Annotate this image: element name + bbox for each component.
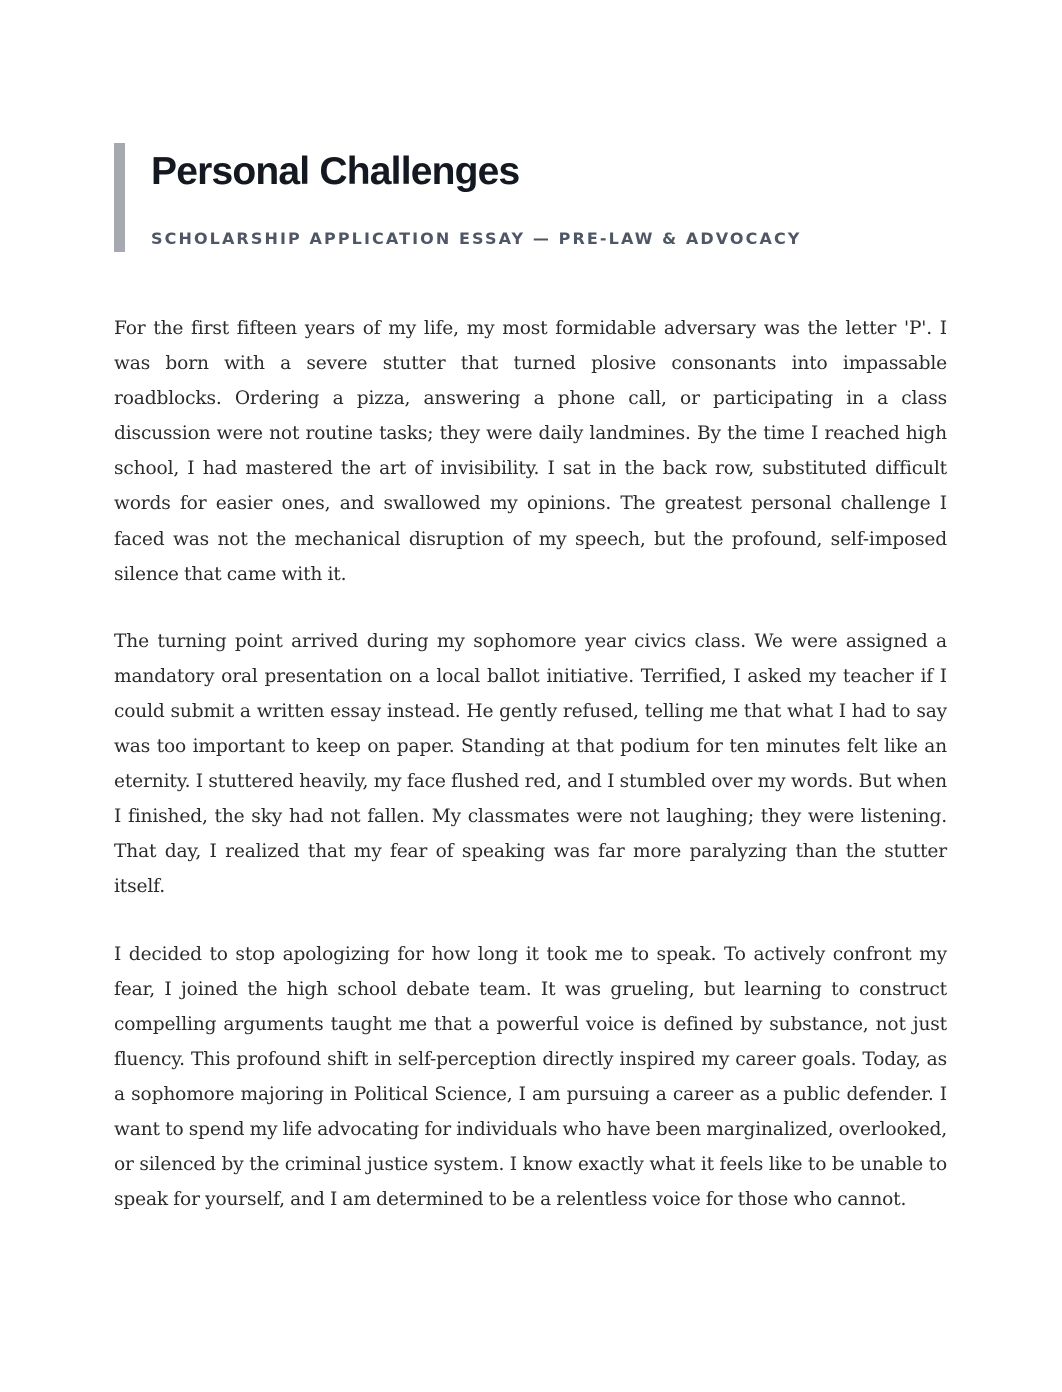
essay-paragraph-2: The turning point arrived during my sophomore year civics class. We were assigned a mandatory oral presentation on a local ballot initiative. Terrified, I asked my teacher if I could submit a written essay instead. He gently refused, telling me that what I had to say was too important to keep on paper. Standing at that podium for ten minutes felt like an eternity. I stuttered heavily, my face flushed red, and I stumbled over my words. But when I finished, the sky had not fallen. My classmates were not laughing; they were listening. That day, I realized that my fear of speaking was far more paralyzing than the stutter itself. <box>114 630 947 898</box>
essay-paragraph-3: I decided to stop apologizing for how long it took me to speak. To actively confront my fear, I joined the high school debate team. It was grueling, but learning to construct compelling arguments taught me that a powerful voice is defined by substance, not just fluency. This profound shift in self-perception directly inspired my career goals. Today, as a sophomore majoring in Political Science, I am pursuing a career as a public defender. I want to spend my life advocating for individuals who have been marginalized, overlooked, or silenced by the criminal justice system. I know exactly what it feels like to be unable to speak for yourself, and I am determined to be a relentless voice for those who cannot. <box>114 943 947 1211</box>
page-subtitle: SCHOLARSHIP APPLICATION ESSAY — PRE-LAW & ADVOCACY <box>151 229 802 248</box>
essay-page <box>114 143 947 1249</box>
essay-paragraph-1: For the first fifteen years of my life, my most formidable adversary was the letter 'P'. I was born with a severe stutter that turned plosive consonants into impassable roadblocks. Ordering a pizza, answering a phone call, or participating in a class discussion were not routine tasks; they were daily landmines. By the time I reached high school, I had mastered the art of invisibility. I sat in the back row, substituted difficult words for easier ones, and swallowed my opinions. The greatest personal challenge I faced was not the mechanical disruption of my speech, but the profound, self-imposed silence that came with it. <box>114 318 947 585</box>
essay-body <box>114 311 947 1217</box>
header-accent-bar <box>114 143 125 252</box>
essay-header <box>114 143 947 252</box>
page-title: Personal Challenges <box>151 150 520 193</box>
